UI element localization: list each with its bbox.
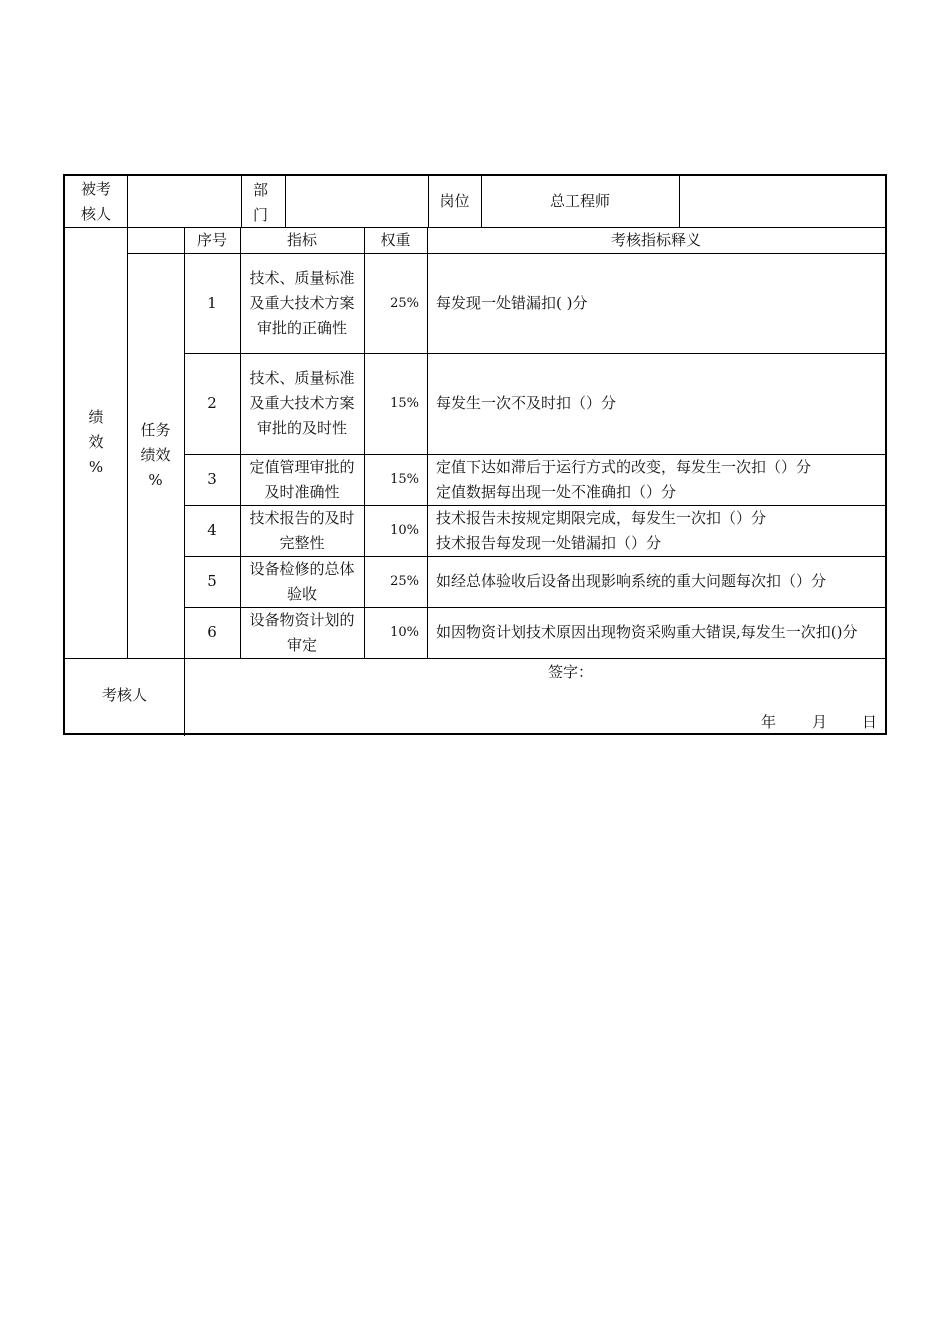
- assessee-value[interactable]: [127, 176, 241, 227]
- post-extra-value[interactable]: [679, 176, 885, 227]
- col-indicator-header: 指标: [286, 230, 317, 249]
- date-month: 月: [812, 713, 828, 731]
- row-indicator: 设备检修的总体验收: [249, 559, 355, 603]
- row-indicator: 设备物资计划的审定: [249, 610, 355, 654]
- signature-label: 签字：: [548, 663, 594, 681]
- dept-label: 部 门: [253, 181, 269, 224]
- row-explain: 技术报告未按规定期限完成，每发生一次扣（）分 技术报告每发现一处错漏扣（）分: [436, 508, 767, 552]
- row-seq: 1: [207, 293, 217, 312]
- row-seq: 5: [207, 572, 217, 590]
- col-weight-header: 权重: [380, 230, 411, 249]
- row-weight: 25%: [390, 574, 419, 589]
- row-explain: 如经总体验收后设备出现影响系统的重大问题每次扣（）分: [436, 572, 827, 590]
- row-seq: 6: [207, 623, 217, 641]
- assessment-table: [63, 174, 887, 735]
- row-weight: 10%: [390, 523, 419, 538]
- row-indicator: 技术报告的及时完整性: [249, 508, 355, 552]
- rule-body-bottom: [65, 658, 885, 659]
- assessor-label: 考核人: [101, 686, 147, 704]
- row-seq: 4: [207, 521, 217, 539]
- date-day: 日: [862, 713, 878, 731]
- post-value: 总工程师: [549, 192, 610, 210]
- assessee-label: 被考 核人: [80, 179, 111, 223]
- row-weight: 15%: [390, 396, 419, 411]
- post-label: 岗位: [439, 192, 470, 210]
- row-seq: 2: [207, 394, 217, 412]
- task-performance-label: 任务 绩效 %: [140, 421, 171, 489]
- rule-b-v3: [240, 227, 241, 658]
- col-explain-header: 考核指标释义: [610, 230, 701, 249]
- row-explain: 每发现一处错漏扣( )分: [436, 293, 588, 312]
- row-explain: 如因物资计划技术原因出现物资采购重大错误,每发生一次扣()分: [436, 623, 858, 641]
- row-weight: 25%: [390, 295, 419, 311]
- row-indicator: 定值管理审批的及时准确性: [249, 457, 355, 501]
- dept-value[interactable]: [285, 176, 428, 227]
- row-weight: 15%: [390, 472, 419, 487]
- row-seq: 3: [207, 470, 217, 488]
- col-seq-header: 序号: [196, 230, 227, 249]
- rule-h-v2: [241, 176, 242, 227]
- row-weight: 10%: [390, 625, 419, 640]
- date-year: 年: [761, 713, 777, 731]
- row-explain: 定值下达如滞后于运行方式的改变，每发生一次扣（）分 定值数据每出现一处不准确扣（）分: [436, 457, 812, 501]
- row-indicator: 技术、质量标准及重大技术方案审批的正确性: [249, 268, 355, 337]
- row-explain: 每发生一次不及时扣（）分: [436, 394, 617, 412]
- row-indicator: 技术、质量标准及重大技术方案审批的及时性: [249, 369, 355, 437]
- performance-label: 绩 效 %: [88, 408, 104, 476]
